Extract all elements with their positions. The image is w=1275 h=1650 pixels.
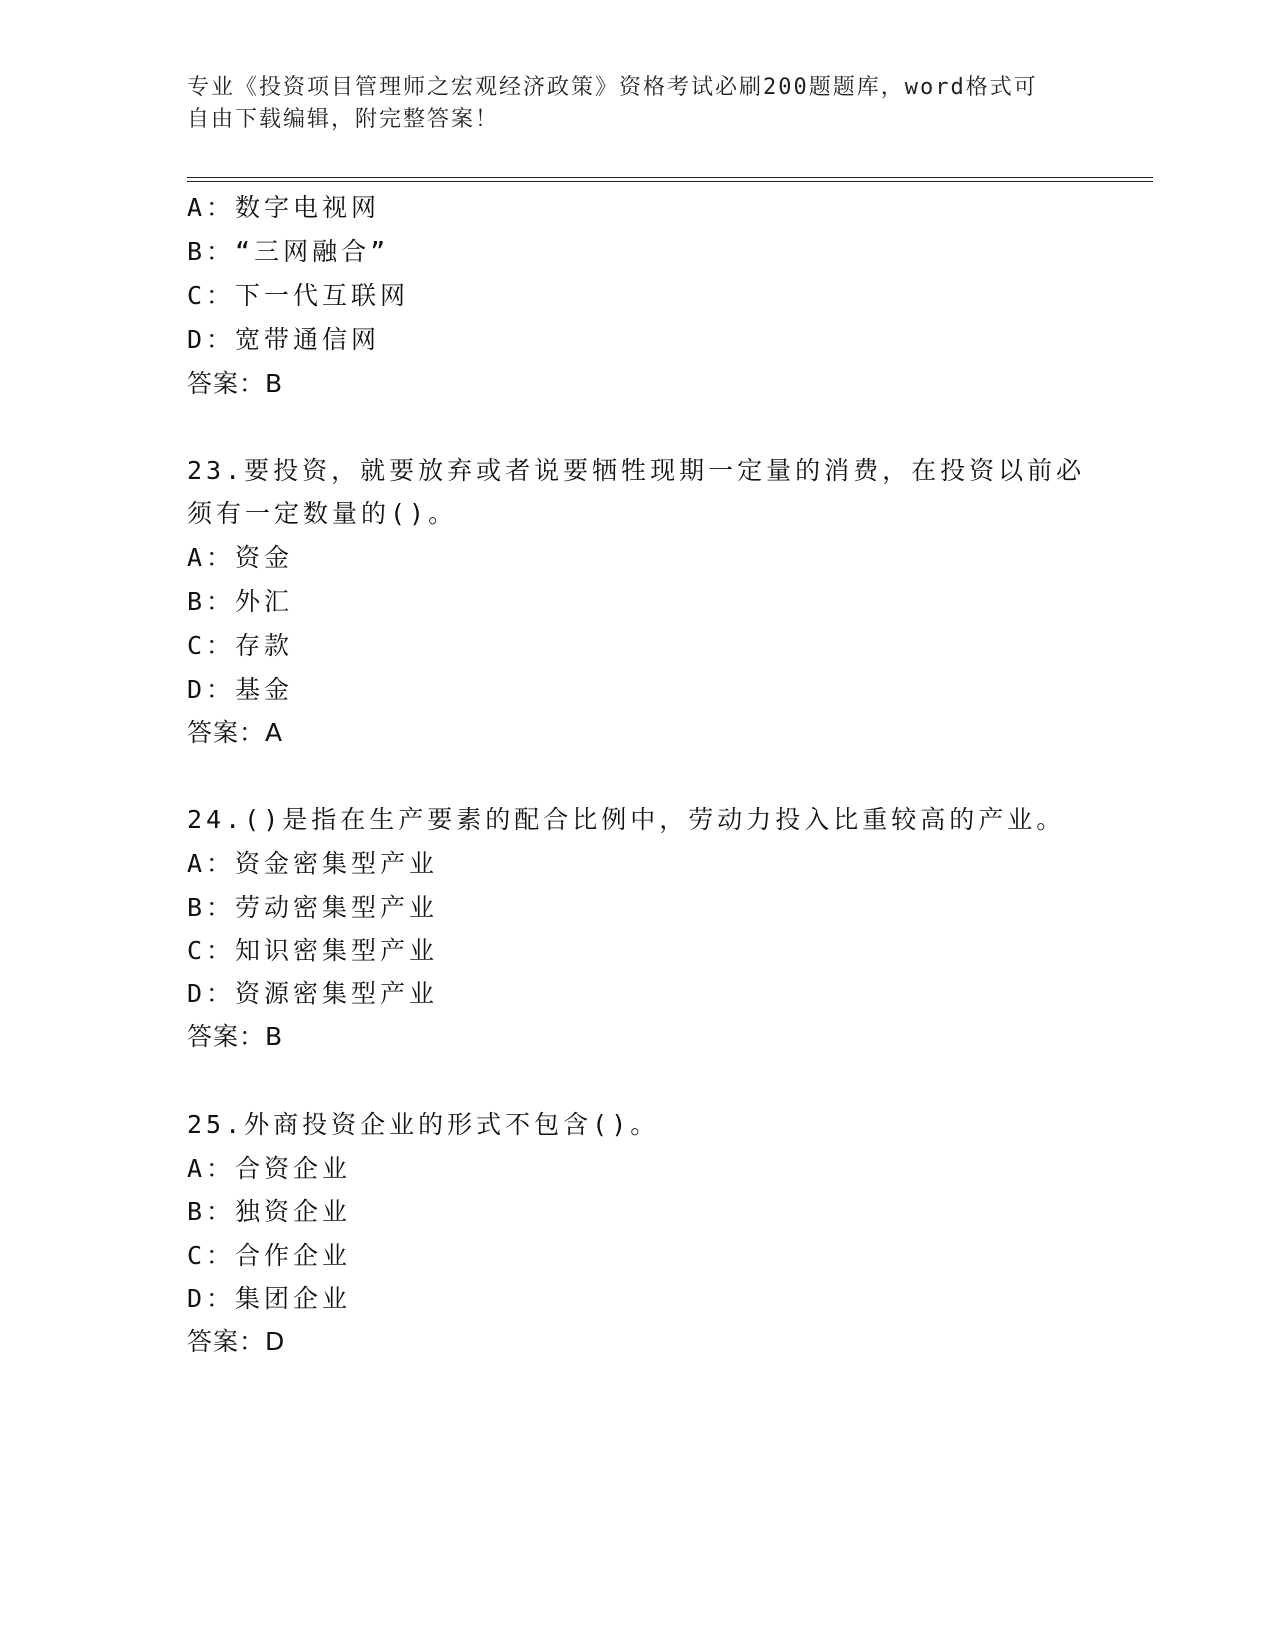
q22-answer: 答案：B xyxy=(187,369,284,398)
document-header xyxy=(187,72,1077,136)
q25-option-c: C：合作企业 xyxy=(187,1241,352,1270)
q24-answer: 答案：B xyxy=(187,1022,284,1051)
q24-option-b: B：劳动密集型产业 xyxy=(187,893,439,922)
q24-option-c: C：知识密集型产业 xyxy=(187,936,439,965)
q24-option-d: D：资源密集型产业 xyxy=(187,979,439,1008)
q25-stem: 25.外商投资企业的形式不包含()。 xyxy=(187,1110,660,1139)
q23-option-a: A：资金 xyxy=(187,543,294,572)
q25-option-a: A：合资企业 xyxy=(187,1154,352,1183)
q24-option-a: A：资金密集型产业 xyxy=(187,849,439,878)
q23-stem-line-2: 须有一定数量的()。 xyxy=(187,499,458,528)
header-line-1: 专业《投资项目管理师之宏观经济政策》资格考试必刷200题题库，word格式可 xyxy=(187,75,1038,100)
header-divider xyxy=(187,177,1153,182)
q22-option-c: C：下一代互联网 xyxy=(187,281,410,310)
q25-option-b: B：独资企业 xyxy=(187,1197,352,1226)
q22-option-d: D：宽带通信网 xyxy=(187,325,381,354)
q22-option-a: A：数字电视网 xyxy=(187,193,381,222)
q24-stem: 24.()是指在生产要素的配合比例中，劳动力投入比重较高的产业。 xyxy=(187,805,1066,834)
q23-answer: 答案：A xyxy=(187,718,284,747)
header-line-2: 自由下载编辑，附完整答案！ xyxy=(187,107,500,132)
q22-option-b: B：“三网融合” xyxy=(187,237,390,266)
q25-option-d: D：集团企业 xyxy=(187,1284,352,1313)
q23-stem-line-1: 23.要投资，就要放弃或者说要牺牲现期一定量的消费，在投资以前必 xyxy=(187,456,1086,485)
q23-option-d: D：基金 xyxy=(187,675,294,704)
q23-option-b: B：外汇 xyxy=(187,587,294,616)
q23-option-c: C：存款 xyxy=(187,631,294,660)
q25-answer: 答案：D xyxy=(187,1327,286,1356)
